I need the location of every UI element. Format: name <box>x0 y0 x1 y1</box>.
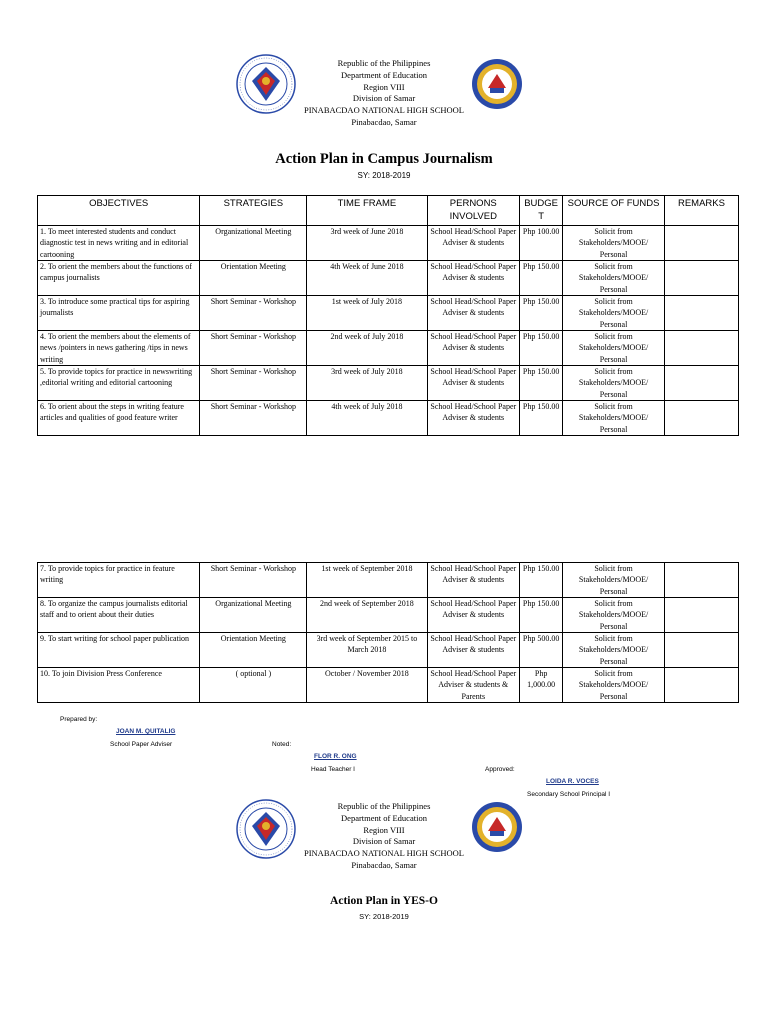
persons-cell: School Head/School Paper Adviser & students <box>427 401 520 436</box>
time-frame-cell: 4th Week of June 2018 <box>307 261 427 296</box>
budget-cell: Php 150.00 <box>520 296 563 331</box>
header-line: PINABACDAO NATIONAL HIGH SCHOOL <box>303 848 464 859</box>
remarks-cell <box>664 261 738 296</box>
col-persons: PERNONS INVOLVED <box>427 196 520 226</box>
source-cell: Solicit from Stakeholders/MOOE/ Personal <box>563 633 665 668</box>
table-row <box>38 226 739 261</box>
strategy-cell: Short Seminar - Workshop <box>200 401 307 436</box>
persons-cell: School Head/School Paper Adviser & students <box>427 598 520 633</box>
time-frame-cell: 3rd week of September 2015 to March 2018 <box>307 633 427 668</box>
objective-cell: 7. To provide topics for practice in feature writing <box>38 563 200 598</box>
doc-title: Action Plan in Campus Journalism <box>275 151 493 167</box>
header-line: Region VIII <box>363 824 405 835</box>
strategy-cell: Short Seminar - Workshop <box>200 331 307 366</box>
source-cell: Solicit from Stakeholders/MOOE/ Personal <box>563 598 665 633</box>
school-year: SY: 2018-2019 <box>359 912 409 921</box>
school-year: SY: 2018-2019 <box>357 171 411 180</box>
strategy-cell: Short Seminar - Workshop <box>200 563 307 598</box>
persons-cell: School Head/School Paper Adviser & students <box>427 331 520 366</box>
noted-name: FLOR R. ONG <box>314 753 357 760</box>
table-body <box>38 563 739 703</box>
prepared-by-role: School Paper Adviser <box>110 741 173 748</box>
prepared-by-name: JOAN M. QUITALIG <box>116 728 176 735</box>
budget-cell: Php 150.00 <box>520 598 563 633</box>
objective-cell: 4. To orient the members about the elements of news /pointers in news gathering /tips in news writing <box>38 331 200 366</box>
strategy-cell: ( optional ) <box>200 668 307 703</box>
budget-cell: Php 150.00 <box>520 401 563 436</box>
header-line: Pinabacdao, Samar <box>351 859 417 870</box>
table-row <box>38 598 739 633</box>
remarks-cell <box>664 633 738 668</box>
remarks-cell <box>664 401 738 436</box>
source-cell: Solicit from Stakeholders/MOOE/ Personal <box>563 668 665 703</box>
objective-cell: 8. To organize the campus journalists editorial staff and to orient about their duties <box>38 598 200 633</box>
remarks-cell <box>664 226 738 261</box>
table-header-row <box>38 196 739 226</box>
objective-cell: 3. To introduce some practical tips for aspiring journalists <box>38 296 200 331</box>
objective-cell: 10. To join Division Press Conference <box>38 668 200 703</box>
time-frame-cell: 4th week of July 2018 <box>307 401 427 436</box>
budget-cell: Php 150.00 <box>520 563 563 598</box>
table-row <box>38 633 739 668</box>
time-frame-cell: 2nd week of July 2018 <box>307 331 427 366</box>
objective-cell: 5. To provide topics for practice in newswriting ,editorial writing and editorial cartooning <box>38 366 200 401</box>
strategy-cell: Short Seminar - Workshop <box>200 296 307 331</box>
table-row <box>38 401 739 436</box>
budget-cell: Php 150.00 <box>520 331 563 366</box>
time-frame-cell: 2nd week of September 2018 <box>307 598 427 633</box>
source-cell: Solicit from Stakeholders/MOOE/ Personal <box>563 261 665 296</box>
table-row <box>38 296 739 331</box>
persons-cell: School Head/School Paper Adviser & students <box>427 633 520 668</box>
persons-cell: School Head/School Paper Adviser & students <box>427 296 520 331</box>
header-line: Republic of the Philippines <box>337 58 431 68</box>
col-time-frame: TIME FRAME <box>307 196 427 226</box>
source-cell: Solicit from Stakeholders/MOOE/ Personal <box>563 331 665 366</box>
noted-role: Head Teacher I <box>311 766 355 773</box>
time-frame-cell: 3rd week of July 2018 <box>307 366 427 401</box>
time-frame-cell: 3rd week of June 2018 <box>307 226 427 261</box>
persons-cell: School Head/School Paper Adviser & students & Parents <box>427 668 520 703</box>
col-objectives: OBJECTIVES <box>38 196 200 226</box>
remarks-cell <box>664 563 738 598</box>
header-line: Division of Samar <box>352 93 416 104</box>
remarks-cell <box>664 296 738 331</box>
source-cell: Solicit from Stakeholders/MOOE/ Personal <box>563 401 665 436</box>
header-line: Republic of the Philippines <box>337 801 431 811</box>
budget-cell: Php 100.00 <box>520 226 563 261</box>
objective-cell: 6. To orient about the steps in writing feature articles and qualities of good feature writer <box>38 401 200 436</box>
header-line: Pinabacdao, Samar <box>351 116 417 127</box>
budget-cell: Php 150.00 <box>520 261 563 296</box>
budget-cell: Php 150.00 <box>520 366 563 401</box>
remarks-cell <box>664 598 738 633</box>
table-row <box>38 366 739 401</box>
source-cell: Solicit from Stakeholders/MOOE/ Personal <box>563 226 665 261</box>
remarks-cell <box>664 668 738 703</box>
approved-role: Secondary School Principal I <box>527 791 611 798</box>
header-line: Region VIII <box>363 81 405 92</box>
strategy-cell: Short Seminar - Workshop <box>200 366 307 401</box>
header-line: Department of Education <box>341 812 427 823</box>
persons-cell: School Head/School Paper Adviser & students <box>427 366 520 401</box>
action-plan-table-continued <box>37 562 739 703</box>
objective-cell: 9. To start writing for school paper publication <box>38 633 200 668</box>
strategy-cell: Orientation Meeting <box>200 261 307 296</box>
col-remarks: REMARKS <box>664 196 738 226</box>
col-budget: BUDGE T <box>520 196 563 226</box>
doc-title: Action Plan in YES-O <box>330 895 438 907</box>
source-cell: Solicit from Stakeholders/MOOE/ Personal <box>563 366 665 401</box>
budget-cell: Php 500.00 <box>520 633 563 668</box>
strategy-cell: Organizational Meeting <box>200 598 307 633</box>
strategy-cell: Orientation Meeting <box>200 633 307 668</box>
table-row <box>38 563 739 598</box>
col-strategies: STRATEGIES <box>200 196 307 226</box>
strategy-cell: Organizational Meeting <box>200 226 307 261</box>
header-line: Department of Education <box>341 69 427 80</box>
header-line: PINABACDAO NATIONAL HIGH SCHOOL <box>303 105 464 116</box>
source-cell: Solicit from Stakeholders/MOOE/ Personal <box>563 296 665 331</box>
prepared-by-label: Prepared by: <box>60 716 98 723</box>
remarks-cell <box>664 331 738 366</box>
persons-cell: School Head/School Paper Adviser & students <box>427 226 520 261</box>
letterhead <box>0 58 768 129</box>
approved-name: LOIDA R. VOCES <box>546 778 599 785</box>
noted-label: Noted: <box>272 741 292 748</box>
table-row <box>38 261 739 296</box>
table-body <box>38 226 739 436</box>
table-row <box>38 331 739 366</box>
time-frame-cell: 1st week of September 2018 <box>307 563 427 598</box>
header-line: Division of Samar <box>352 836 416 847</box>
budget-cell: Php 1,000.00 <box>520 668 563 703</box>
persons-cell: School Head/School Paper Adviser & students <box>427 563 520 598</box>
source-cell: Solicit from Stakeholders/MOOE/ Personal <box>563 563 665 598</box>
table-row <box>38 668 739 703</box>
approved-label: Approved: <box>485 766 515 773</box>
objective-cell: 2. To orient the members about the functions of campus journalists <box>38 261 200 296</box>
time-frame-cell: October / November 2018 <box>307 668 427 703</box>
action-plan-table <box>37 195 739 436</box>
remarks-cell <box>664 366 738 401</box>
col-source: SOURCE OF FUNDS <box>563 196 665 226</box>
time-frame-cell: 1st week of July 2018 <box>307 296 427 331</box>
objective-cell: 1. To meet interested students and conduct diagnostic test in news writing and in editorial cartooning <box>38 226 200 261</box>
letterhead <box>0 801 768 872</box>
persons-cell: School Head/School Paper Adviser & students <box>427 261 520 296</box>
